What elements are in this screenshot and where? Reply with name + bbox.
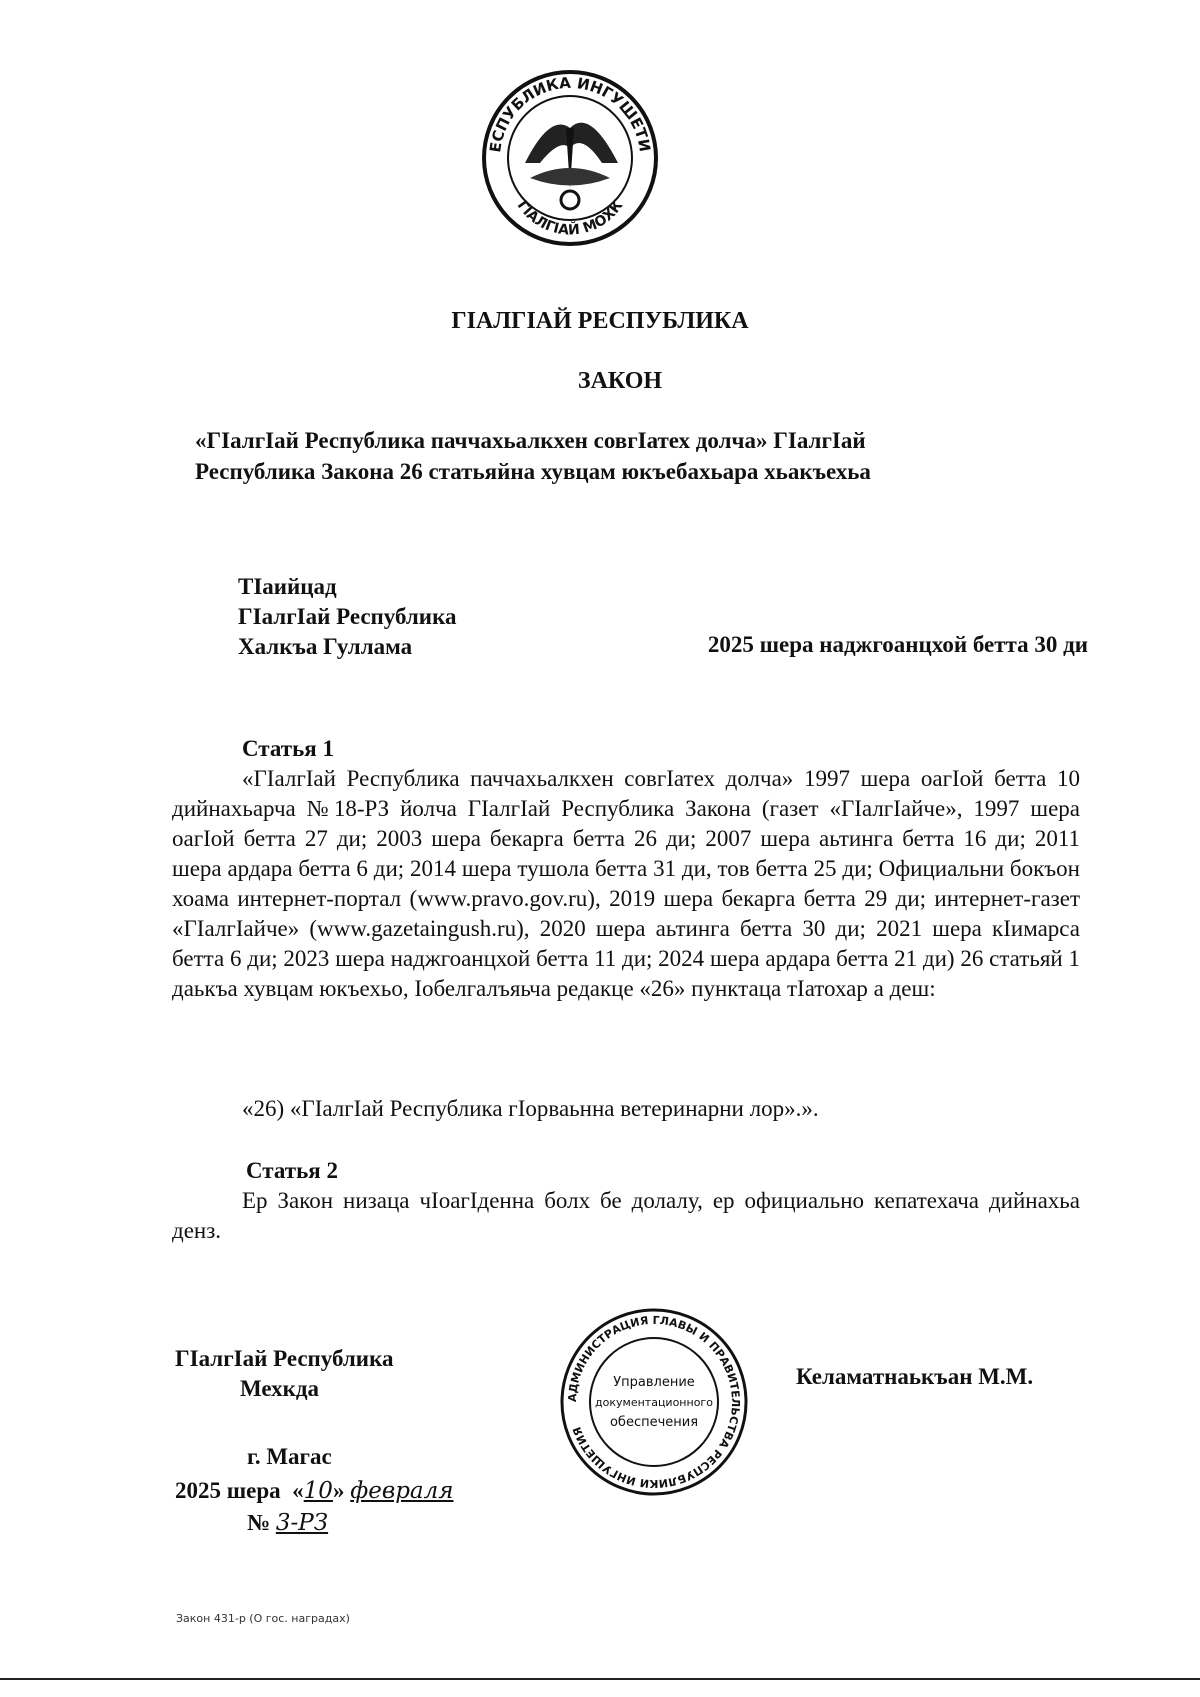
adoption-block xyxy=(238,572,456,662)
signatory-position-line-1: ГIалгIай Республика xyxy=(175,1346,394,1371)
date-prefix: 2025 шера xyxy=(175,1478,281,1503)
stamp-ring-text: АДМИНИСТРАЦИЯ ГЛАВЫ И ПРАВИТЕЛЬСТВА РЕСПУБЛИКИ ИНГУШЕТИЯ xyxy=(565,1313,743,1491)
article-1-text: «ГIалгIай Республика паччахьалкхен совгIатех долча» 1997 шера оагIой бетта 10 дийнахьарча №18-РЗ йолча ГIалгIай Республика Закона (газет «ГIалгIайче», 1997 шера оагIой бетта 27 ди; 2003 шера бекарга бетта 26 ди; 2007 шера аьтинга бетта 16 ди; 2011 шера ардара бетта 6 ди; 2014 шера тушола бетта 31 ди, тов бетта 25 ди; Официальни бокъон хоама интернет-портал (www.pravo.gov.ru), 2019 шера бекарга бетта 29 ди; интернет-газет «ГIалгIайче» (www.gazetaingush.ru), 2020 шера аьтинга бетта 30 ди; 2021 шера кIимарса бетта 6 ди; 2023 шера наджгоанцхой бетта 11 ди; 2024 шера ардара бетта 21 ди) 26 статьяй 1 даькъа хувцам юкъехьо, Iобелгалъяьча редакце «26» пунктаца тIатохар а деш: xyxy=(172,766,1080,1001)
stamp-line-1: Управление xyxy=(613,1375,695,1390)
article-1-quote: «26) «ГIалгIай Республика гIорваьнна ветеринарни лор».». xyxy=(242,1096,819,1121)
adopted-label: ТIаийцад xyxy=(238,574,337,599)
emblem-ring-bottom: ГIАЛГIАЙ МОХК xyxy=(513,197,627,239)
signatory-position xyxy=(175,1344,393,1404)
article-2-heading: Статья 2 xyxy=(246,1158,338,1183)
signing-place: г. Магас xyxy=(247,1444,332,1469)
stamp-line-3: обеспечения xyxy=(609,1415,699,1430)
law-title-line-1: «ГIалгIай Республика паччахьалкхен совгIатех долча» ГIалгIай xyxy=(195,428,866,453)
document-type: ЗАКОН xyxy=(577,368,663,394)
signatory-position-line-2: Мехкда xyxy=(240,1376,320,1401)
official-stamp xyxy=(558,1306,750,1498)
number-prefix: № xyxy=(247,1510,271,1535)
republic-heading: ГIАЛГIАЙ РЕСПУБЛИКА xyxy=(451,308,749,334)
adopted-republic: ГIалгIай Республика xyxy=(238,604,457,629)
adoption-date: 2025 шера наджгоанцхой бетта 30 ди xyxy=(707,632,1088,657)
bottom-rule xyxy=(0,1678,1200,1680)
law-title-line-2: Республика Закона 26 статьяйна хувцам юкъебахьара хьакъехьа xyxy=(195,459,871,484)
stamp-line-2: документационного xyxy=(595,1396,713,1409)
footer-note: Закон 431-р (О гос. наградах) xyxy=(176,1612,350,1625)
date-month: февраля xyxy=(350,1478,454,1504)
republic-emblem xyxy=(470,68,670,248)
article-2-text: Ер Закон низаца чIоагIденна болх бе долалу, ер официально кепатехача дийнахьа денз. xyxy=(172,1188,1080,1243)
law-number xyxy=(247,1510,328,1536)
emblem-ring-top: ЕСПУБЛИКА ИНГУШЕТИ xyxy=(486,73,654,154)
adopted-assembly: Халкъа Гуллама xyxy=(238,634,413,659)
article-1-heading: Статья 1 xyxy=(242,736,334,761)
number-value: 3-РЗ xyxy=(275,1510,329,1536)
date-day: 10 xyxy=(303,1478,333,1504)
signatory-name: Келаматнаькъан М.М. xyxy=(796,1364,1034,1389)
signing-date: 2025 шера «10» февраля xyxy=(175,1478,454,1504)
law-title xyxy=(195,425,975,487)
